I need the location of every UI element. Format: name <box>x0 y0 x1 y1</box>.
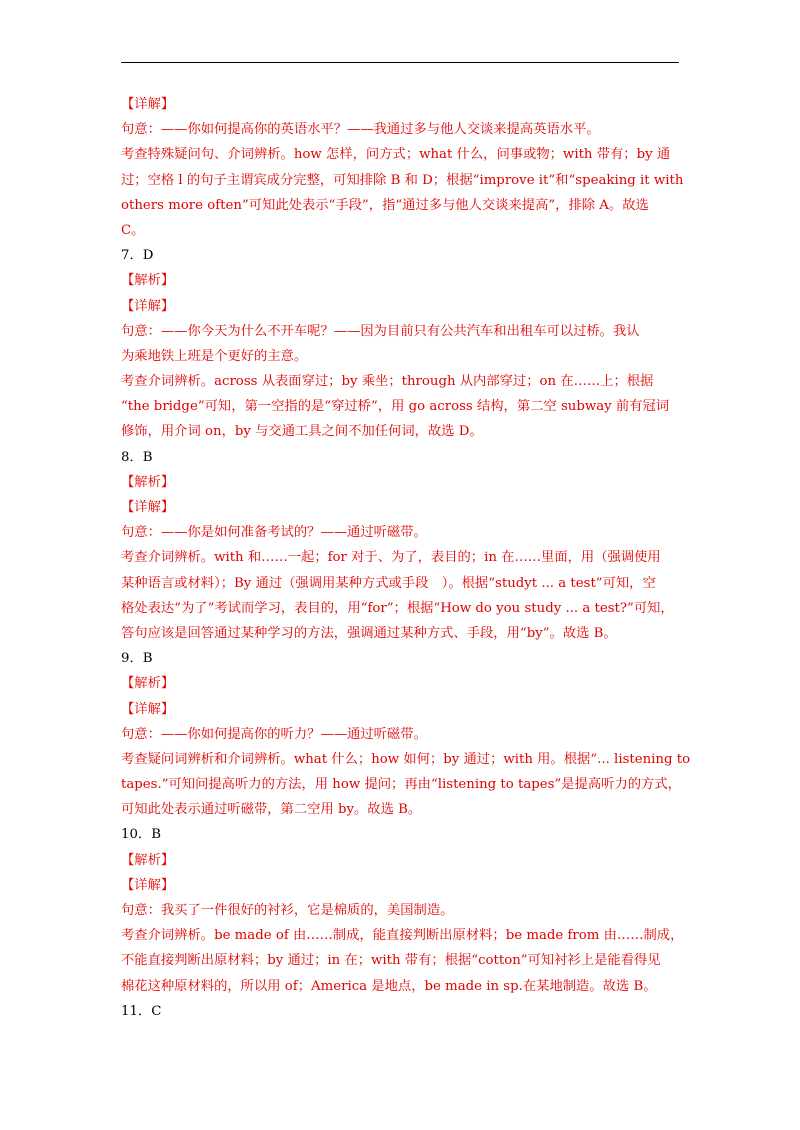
text-line: 句意：我买了一件很好的衬衫，它是棉质的，美国制造。 <box>121 903 454 918</box>
text-line: 修饰，用介词 on，by 与交通工具之间不加任何词，故选 D。 <box>121 424 483 440</box>
text-line: 句意：——你如何提高你的听力？——通过听磁带。 <box>121 726 427 742</box>
section-tag: 【解析】 <box>121 676 175 692</box>
text-line: 某种语言或材料）；By 通过（强调用某种方式或手段 ）。根据“studyt ... a test”可知，空 <box>121 575 656 591</box>
text-line: 棉花这种原材料的，所以用 of；America 是地点，be made in sp.在某地制造。故选 B。 <box>121 978 657 994</box>
text-line: 句意：——你是如何准备考试的？——通过听磁带。 <box>121 525 427 541</box>
text-line: 考查介词辨析。with 和……一起；for 对于、为了，表目的；in 在……里面，用（强调使用 <box>121 550 661 566</box>
section-tag: 【解析】 <box>121 273 175 289</box>
answer-explanations <box>121 92 691 1024</box>
section-tag: 【详解】 <box>121 298 175 314</box>
text-line: 答句应该是回答通过某种学习的方法，强调通过某种方式、手段，用“by”。故选 B。 <box>121 625 617 641</box>
section-tag: 【解析】 <box>121 474 175 490</box>
text-line: 不能直接判断出原材料；by 通过；in 在；with 带有；根据“cotton”可知衬衫上是能看得见 <box>121 953 661 969</box>
text-line: tapes.”可知问提高听力的方法，用 how 提问；再由“listening to tapes”是提高听力的方式， <box>121 777 681 793</box>
text-line: 句意：——你如何提高你的英语水平？——我通过多与他人交谈来提高英语水平。 <box>121 122 600 138</box>
text-line: 格处表达“为了”考试而学习，表目的，用“for”；根据“How do you study ... a test?”可知， <box>121 600 674 616</box>
text-line: 过；空格 l 的句子主谓宾成分完整，可知排除 B 和 D；根据“improve it”和“speaking it with <box>121 172 684 188</box>
text-line: 考查特殊疑问句、介词辨析。how 怎样，问方式；what 什么，问事或物；with 带有；by 通 <box>121 147 671 163</box>
section-tag: 【详解】 <box>121 701 175 717</box>
section-tag: 【详解】 <box>121 97 175 112</box>
text-line: 考查疑问词辨析和介词辨析。what 什么；how 如何；by 通过；with 用。根据“... listening to <box>121 751 691 767</box>
text-line: 可知此处表示通过听磁带，第二空用 by。故选 B。 <box>121 802 422 818</box>
section-tag: 【详解】 <box>121 877 175 893</box>
text-line: 句意：——你今天为什么不开车呢？——因为目前只有公共汽车和出租车可以过桥。我认 <box>121 323 640 339</box>
text-line: 考查介词辨析。across 从表面穿过；by 乘坐；through 从内部穿过；on 在……上；根据 <box>121 374 654 390</box>
question-answer: 11．C <box>121 1003 162 1019</box>
question-answer: 8．B <box>121 449 153 465</box>
header-rule <box>121 62 679 63</box>
text-line: 考查介词辨析。be made of 由……制成，能直接判断出原材料；be made from 由……制成， <box>121 928 684 944</box>
question-answer: 7．D <box>121 248 154 264</box>
question-answer: 10．B <box>121 827 161 843</box>
question-answer: 9．B <box>121 651 153 667</box>
section-tag: 【解析】 <box>121 852 175 868</box>
text-line: “the bridge”可知，第一空指的是“穿过桥”，用 go across 结构，第二空 subway 前有冠词 <box>121 399 670 415</box>
text-line: others more often”可知此处表示“手段”，指“通过多与他人交谈来提高”，排除 A。故选 <box>121 197 649 213</box>
text-line: C。 <box>121 222 145 238</box>
section-tag: 【详解】 <box>121 500 175 515</box>
text-line: 为乘地铁上班是个更好的主意。 <box>121 348 308 364</box>
